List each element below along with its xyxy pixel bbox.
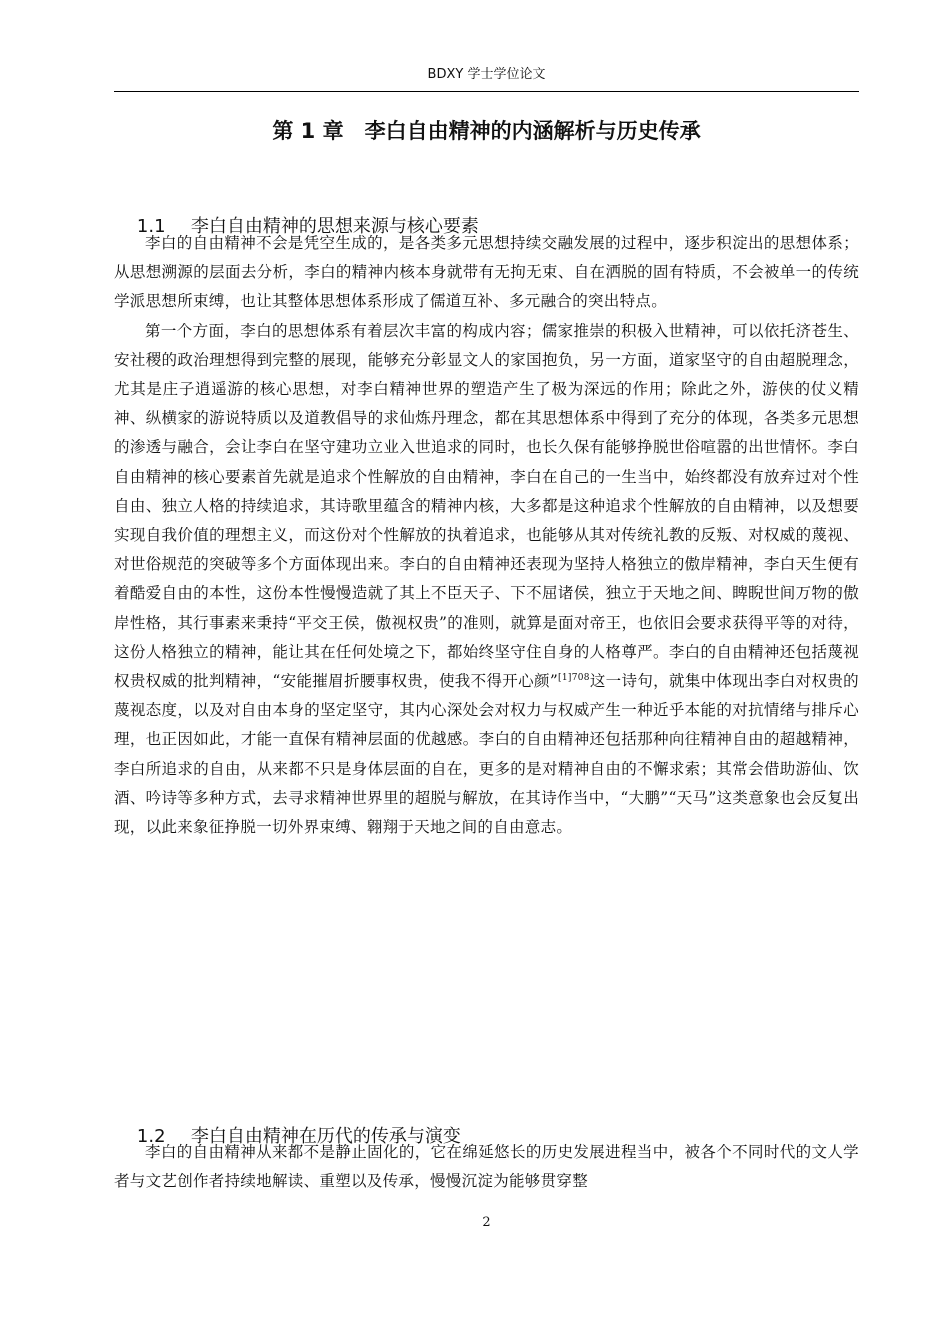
chapter-title: 第 1 章 李白自由精神的内涵解析与历史传承 xyxy=(272,119,701,143)
header-rule xyxy=(114,91,859,92)
page-number: 2 xyxy=(482,1215,491,1230)
section-1-2-body xyxy=(114,1138,859,1196)
paragraph: 李白的自由精神不会是凭空生成的，是各类多元思想持续交融发展的过程中，逐步积淀出的思想体系；从思想溯源的层面去分析，李白的精神内核本身就带有无拘无束、自在洒脱的固有特质，不会被单一的传统学派思想所束缚，也让其整体思想体系形成了儒道互补、多元融合的突出特点。 xyxy=(114,234,859,311)
section-title: 李白自由精神的思想来源与核心要素 xyxy=(190,216,479,237)
section-1-1-body xyxy=(114,229,859,842)
paragraph-text: 这一诗句，就集中体现出李白对权贵的蔑视态度，以及对自由本身的坚定坚守，其内心深处会对权力与权威产生一种近乎本能的对抗情绪与排斥心理，也正因如此，才能一直保有精神层面的优越感。李白的自由精神还包括那种向往精神自由的超越精神，李白所追求的自由，从来都不只是身体层面的自在，更多的是对精神自由的不懈求索；其常会借助游仙、饮酒、吟诗等多种方式，去寻求精神世界里的超脱与解放，在其诗作当中，“大鹏”“天马”这类意象也会反复出现，以此来象征挣脱一切外界束缚、翱翔于天地之间的自由意志。 xyxy=(114,672,859,837)
section-number: 1.2 xyxy=(136,1126,166,1147)
paragraph-text: 第一个方面，李白的思想体系有着层次丰富的构成内容；儒家推崇的积极入世精神，可以依托济苍生、安社稷的政治理想得到完整的展现，能够充分彰显文人的家国抱负，另一方面，道家坚守的自由超脱理念，尤其是庄子逍遥游的核心思想，对李白精神世界的塑造产生了极为深远的作用；除此之外，游侠的仗义精神、纵横家的游说特质以及道教倡导的求仙炼丹理念，都在其思想体系中得到了充分的体现，各类多元思想的渗透与融合，会让李白在坚守建功立业入世追求的同时，也长久保有能够挣脱世俗喧嚣的出世情怀。李白自由精神的核心要素首先就是追求个性解放的自由精神，李白在自己的一生当中，始终都没有放弃过对个性自由、独立人格的持续追求，其诗歌里蕴含的精神内核，大多都是这种追求个性解放的自由精神，以及想要实现自我价值的理想主义，而这份对个性解放的执着追求，也能够从其对传统礼教的反叛、对权威的蔑视、对世俗规范的突破等多个方面体现出来。李白的自由精神还表现为坚持人格独立的傲岸精神，李白天生便有着酷爱自由的本性，这份本性慢慢造就了其上不臣天子、下不屈诸侯，独立于天地之间、睥睨世间万物的傲岸性格，其行事素来秉持“平交王侯，傲视权贵”的准则，就算是面对帝王，也依旧会要求获得平等的对待，这份人格独立的精神，能让其在任何处境之下，都始终坚守住自身的人格尊严。李白的自由精神还包括蔑视权贵权威的批判精神，“安能摧眉折腰事权贵，使我不得开心颜” xyxy=(114,321,859,691)
citation-marker: [1]708 xyxy=(558,673,590,684)
paragraph: 李白的自由精神从来都不是静止固化的，它在绵延悠长的历史发展进程当中，被各个不同时代的文人学者与文艺创作者持续地解读、重塑以及传承，慢慢沉淀为能够贯穿整 xyxy=(114,1143,859,1191)
paragraph xyxy=(114,317,859,843)
running-header: BDXY 学士学位论文 xyxy=(427,67,546,82)
section-title: 李白自由精神在历代的传承与演变 xyxy=(190,1126,461,1147)
section-number: 1.1 xyxy=(136,216,166,237)
